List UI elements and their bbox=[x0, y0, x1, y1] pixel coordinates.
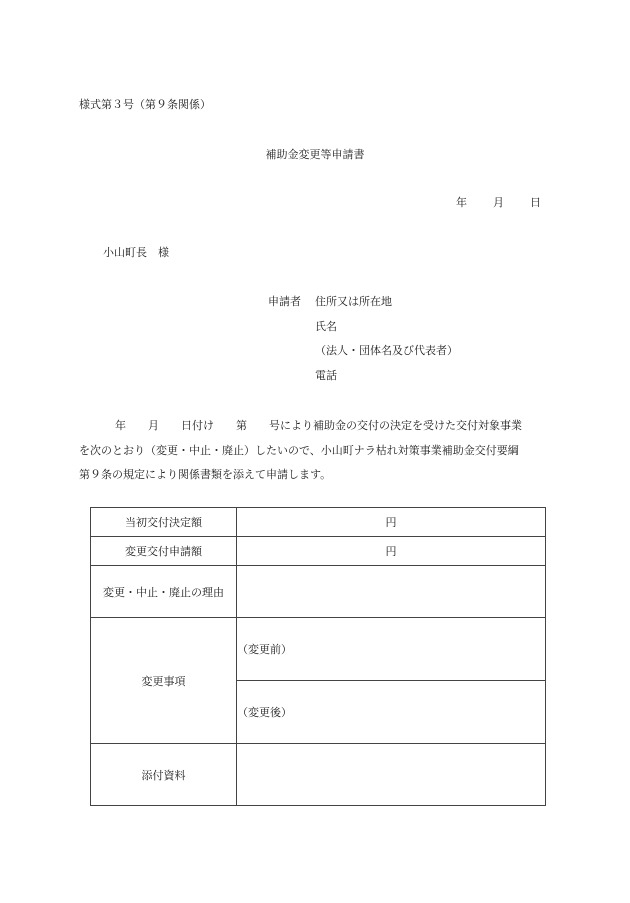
change-after-field[interactable] bbox=[237, 681, 546, 744]
applicant-address: 住所又は所在地 bbox=[315, 295, 392, 308]
page-title: 補助金変更等申請書 bbox=[265, 148, 365, 161]
change-after-label: （変更後） bbox=[237, 706, 292, 719]
attachments-field[interactable] bbox=[237, 744, 546, 806]
initial-amount-field[interactable] bbox=[237, 508, 546, 537]
change-before-label: （変更前） bbox=[237, 643, 292, 656]
form-number: 様式第３号（第９条関係） bbox=[79, 98, 211, 111]
changed-amount-unit: 円 bbox=[385, 545, 397, 558]
date-day: 日 bbox=[530, 196, 541, 209]
changes-label: 変更事項 bbox=[91, 618, 237, 744]
applicant-label: 申請者 bbox=[268, 295, 301, 308]
date-year: 年 bbox=[456, 196, 467, 209]
body-line-1: 年 月 日付け 第 号により補助金の交付の決定を受けた交付対象事業 bbox=[115, 419, 522, 432]
application-table bbox=[90, 507, 546, 806]
change-before-field[interactable] bbox=[237, 618, 546, 681]
changed-amount-field[interactable] bbox=[237, 537, 546, 566]
attachments-label: 添付資料 bbox=[91, 744, 237, 806]
applicant-corp-note: （法人・団体名及び代表者） bbox=[315, 344, 458, 357]
reason-label: 変更・中止・廃止の理由 bbox=[91, 566, 237, 618]
date-line bbox=[456, 196, 541, 210]
initial-amount-label: 当初交付決定額 bbox=[91, 508, 237, 537]
addressee: 小山町長 様 bbox=[103, 246, 169, 259]
applicant-phone: 電話 bbox=[315, 369, 337, 382]
body-line-3: 第９条の規定により関係書類を添えて申請します。 bbox=[79, 468, 332, 481]
body-paragraph bbox=[79, 414, 549, 488]
initial-amount-unit: 円 bbox=[385, 516, 397, 529]
changed-amount-label: 変更交付申請額 bbox=[91, 537, 237, 566]
applicant-name: 氏名 bbox=[315, 320, 337, 333]
reason-field[interactable] bbox=[237, 566, 546, 618]
body-line-2: を次のとおり（変更・中止・廃止）したいので、小山町ナラ枯れ対策事業補助金交付要綱 bbox=[79, 443, 519, 457]
date-month: 月 bbox=[493, 196, 504, 209]
